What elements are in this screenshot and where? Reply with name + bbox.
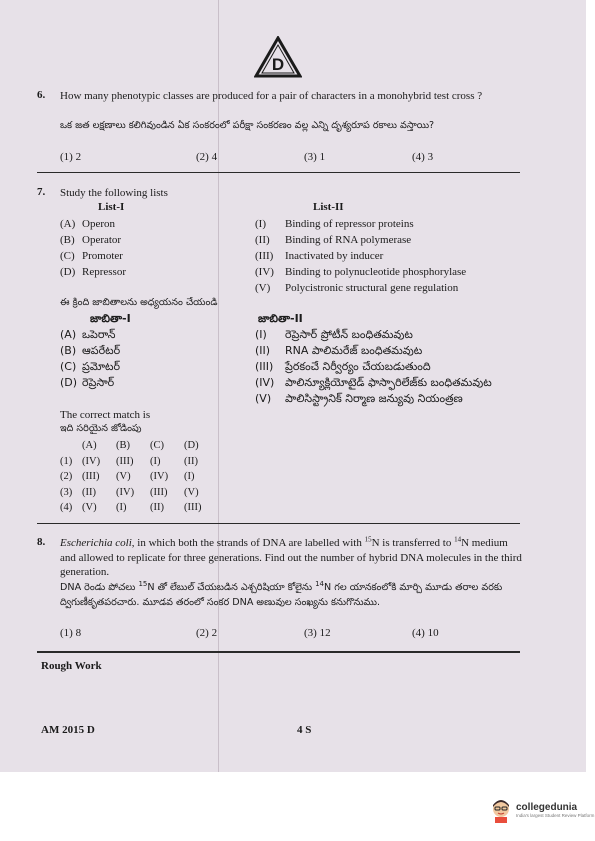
q8-number: 8. [37,536,46,548]
q8-option-2[interactable]: (2) 2 [196,627,218,639]
q8-option-3[interactable]: (3) 12 [304,627,331,639]
q7-list2-te [255,327,492,407]
brand-name: collegedunia [516,802,578,813]
q7-list1-heading: List-I [98,201,125,213]
table-header: (A) (B) (C) (D) [82,440,199,451]
list-item: (A) ఒపెరాన్ [60,328,116,341]
list-item: (IV) పాలిన్యూక్లియోటైడ్ ఫాస్ఫారిలేజ్‌కు బంధితమవుట [255,376,492,389]
list-item: (B) ఆపరేటర్ [60,344,121,357]
q6-text-en: How many phenotypic classes are produced for a pair of characters in a monohybrid test cross ? [60,90,483,102]
list-item: (III) Inactivated by inducer [255,250,384,262]
list-item: (V) పాలిసిస్ట్రానిక్ నిర్మాణ జన్యువు నియంత్రణ [255,392,463,405]
list-item: (I) Binding of repressor proteins [255,218,414,230]
list-item: (A) Operon [60,218,115,230]
table-row[interactable]: (1) (IV) (III) (I) (II) [60,455,198,467]
q8-option-1[interactable]: (1) 8 [60,627,82,639]
q7-list1-en [60,216,126,280]
q7-list2-heading: List-II [313,201,344,213]
q8-text-en: Escherichia coli, in which both the strands of DNA are labelled with $^{15}$N is transferred to $^{14}$N medium and allowed to replicate for three generations. Find out the number of hybrid DNA molecules in the third generation. [60,535,522,578]
q7-list2-heading-te: జాబితా-II [258,312,303,325]
q7-number: 7. [37,186,46,198]
paper-code: AM 2015 D [41,724,95,736]
q6-option-4[interactable]: (4) 3 [412,151,434,163]
student-avatar-icon [490,797,512,823]
q7-list1-heading-te: జాబితా-I [90,312,131,325]
q7-match-table [60,438,218,516]
q6-option-2[interactable]: (2) 4 [196,151,218,163]
q6-number: 6. [37,89,46,101]
q8-options [60,627,439,639]
q7-list2-en [255,216,466,296]
rough-work-label: Rough Work [41,660,102,672]
list-item: (II) RNA పాలిమరేజ్ బంధితమవుట [255,344,423,357]
list-item: (D) Repressor [60,266,126,278]
q7-list1-te [60,327,120,391]
collegedunia-brand[interactable] [490,797,594,823]
q6-option-1[interactable]: (1) 2 [60,151,82,163]
q7-match-te: ఇది సరియైన జోడింపు [60,423,142,434]
divider [37,651,520,653]
list-item: (III) ప్రేరకంచే నిర్వీర్యం చేయబడుతుంది [255,360,431,373]
list-item: (C) Promoter [60,250,123,262]
q7-match-en: The correct match is [60,409,151,421]
list-item: (II) Binding of RNA polymerase [255,234,412,246]
list-item: (C) ప్రమోటర్ [60,360,121,373]
triangle-d-logo [254,36,302,78]
list-item: (D) రెప్రెసార్ [60,376,115,389]
q8-text-te: DNA రెండు పోచలు $^{15}$N తో లేబుల్ చేయబడిన ఎశ్చరిషియా కోలైను $^{14}$N గల యానకంలోకి మార్చి మూడు తరాల వరకు ద్విగుణీకృతపరచారు. మూడవ తరంలో సంకర DNA అణువుల సంఖ్యను కనుగొనుము. [60,579,503,608]
svg-text:D: D [271,55,285,74]
table-row[interactable]: (4) (V) (I) (II) (III) [60,502,202,513]
brand-tagline: India's largest Student Review Platform [516,813,595,818]
q6-text-te: ఒక జత లక్షణాలు కలిగివుండిన ఏక సంకరంలో పరీక్షా సంకరణం వల్ల ఎన్ని దృశ్యరూప రకాలు వస్తాయి? [60,120,435,131]
q6-options [60,151,433,163]
list-item: (V) Polycistronic structural gene regulation [255,282,459,294]
list-item: (IV) Binding to polynucleotide phosphorylase [255,266,467,278]
table-row[interactable]: (2) (III) (V) (IV) (I) [60,471,195,482]
q6-option-3[interactable]: (3) 1 [304,151,326,163]
table-row[interactable]: (3) (II) (IV) (III) (V) [60,486,199,498]
q7-intro-en: Study the following lists [60,187,168,199]
page-fold-line [218,0,219,772]
q7-intro-te: ఈ క్రింది జాబితాలను అధ్యయనం చేయండి [60,297,218,308]
divider [37,523,520,524]
list-item: (B) Operator [60,234,122,246]
q8-option-4[interactable]: (4) 10 [412,627,439,639]
list-item: (I) రెప్రెసార్ ప్రోటీన్ బంధితమవుట [255,328,413,341]
divider [37,172,520,173]
page-number: 4 S [297,724,312,736]
